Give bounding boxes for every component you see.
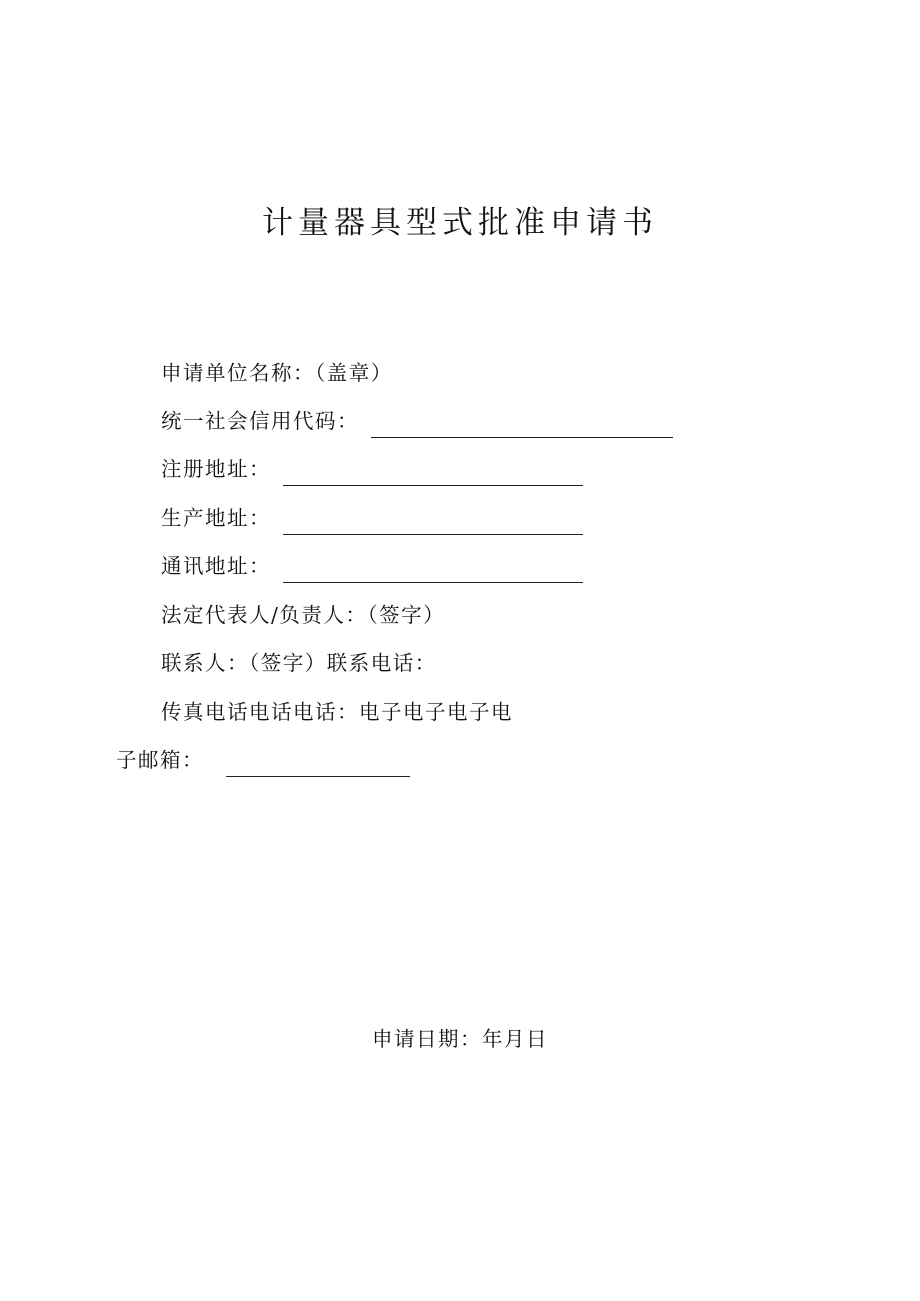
production-address-label: 生产地址： bbox=[161, 506, 271, 530]
production-address-blank[interactable] bbox=[283, 512, 583, 535]
registered-address-line bbox=[161, 454, 583, 484]
legal-representative-line bbox=[161, 600, 445, 630]
production-address-line bbox=[161, 503, 583, 533]
email-line bbox=[116, 745, 410, 775]
credit-code-blank[interactable] bbox=[371, 415, 673, 438]
applicant-name-line bbox=[161, 358, 393, 388]
fax-line bbox=[161, 697, 513, 727]
applicant-name-label: 申请单位名称：（盖章） bbox=[161, 361, 393, 385]
application-date-label: 申请日期：年月日 bbox=[372, 1027, 548, 1051]
registered-address-label: 注册地址： bbox=[161, 457, 271, 481]
email-blank[interactable] bbox=[226, 754, 410, 777]
email-label: 子邮箱： bbox=[116, 748, 204, 772]
mailing-address-label: 通讯地址： bbox=[161, 554, 271, 578]
fax-label: 传真电话电话电话：电子电子电子电 bbox=[161, 700, 513, 724]
mailing-address-line bbox=[161, 551, 583, 581]
credit-code-label: 统一社会信用代码： bbox=[161, 409, 359, 433]
registered-address-blank[interactable] bbox=[283, 463, 583, 486]
document-title: 计量器具型式批准申请书 bbox=[262, 205, 658, 241]
credit-code-line bbox=[161, 406, 673, 436]
mailing-address-blank[interactable] bbox=[283, 560, 583, 583]
contact-person-line bbox=[161, 648, 437, 678]
legal-representative-label: 法定代表人/负责人：（签字） bbox=[161, 603, 446, 627]
application-date-line bbox=[372, 1024, 548, 1054]
contact-person-label: 联系人：（签字）联系电话： bbox=[161, 651, 437, 675]
